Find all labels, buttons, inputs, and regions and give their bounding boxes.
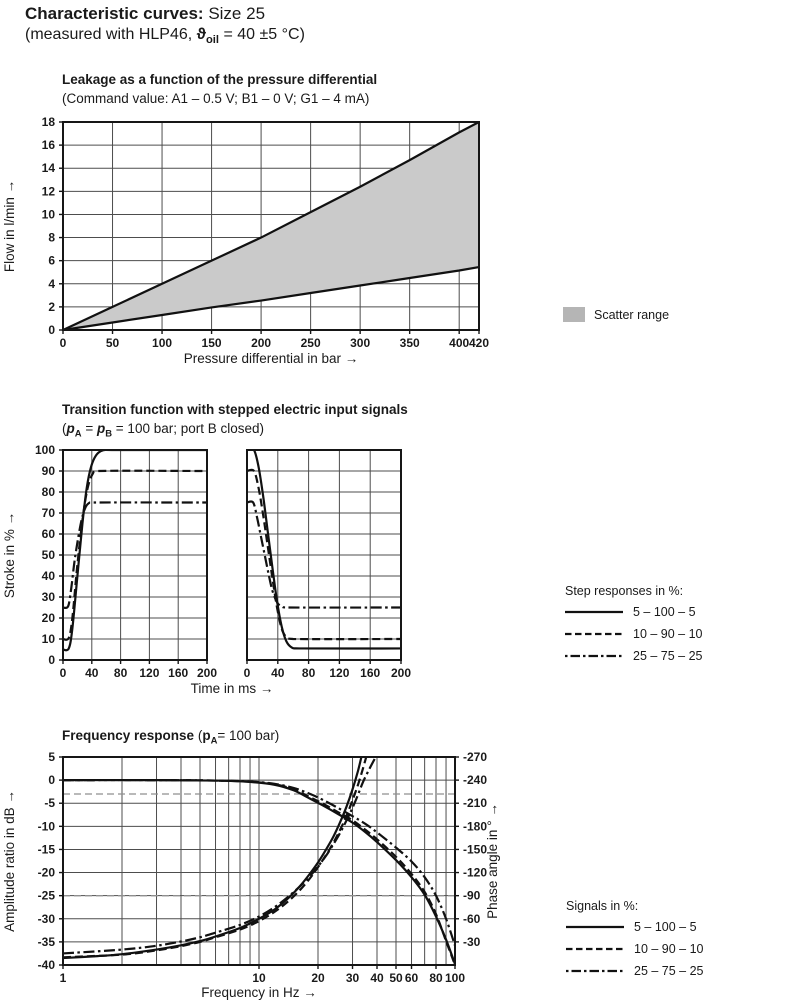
svg-text:14: 14 (41, 161, 55, 176)
legend-item-dashdot (566, 960, 704, 982)
svg-text:Flow in l/min →: Flow in l/min → (2, 179, 17, 273)
svg-text:200: 200 (390, 666, 412, 680)
svg-text:60: 60 (404, 971, 419, 985)
svg-text:0: 0 (48, 323, 55, 337)
equals-1: = (81, 421, 97, 436)
svg-text:100: 100 (152, 336, 173, 350)
svg-text:30: 30 (345, 971, 360, 985)
measured-suffix: = 40 ±5 °C) (219, 26, 305, 43)
svg-text:2: 2 (48, 299, 55, 314)
svg-text:80: 80 (429, 971, 443, 985)
p-symbol-b: p (96, 421, 106, 436)
freq-paren: ( (197, 728, 203, 743)
svg-text:-20: -20 (37, 865, 55, 880)
svg-text:50: 50 (105, 336, 120, 350)
svg-text:0: 0 (48, 653, 55, 667)
svg-text:200: 200 (196, 666, 218, 680)
page-title-bold: Characteristic curves: (25, 4, 204, 23)
svg-text:70: 70 (41, 506, 55, 520)
svg-text:16: 16 (41, 138, 55, 153)
scatter-range-swatch (563, 307, 585, 322)
legend-item-label: 25 – 75 – 25 (633, 649, 703, 663)
dashed-line-icon (566, 946, 624, 952)
svg-text:150: 150 (201, 336, 222, 350)
p-symbol: p (202, 728, 211, 743)
step-responses-legend (565, 584, 703, 667)
svg-text:0: 0 (243, 666, 251, 680)
page-title-line2 (25, 24, 305, 51)
svg-text:-60: -60 (463, 911, 481, 926)
transition-chart-subtitle (62, 421, 264, 440)
legend-item-dashed (566, 938, 704, 960)
svg-text:200: 200 (251, 336, 272, 350)
svg-text:6: 6 (48, 253, 55, 268)
curve-solid (247, 449, 401, 649)
legend-item-dashdot (565, 645, 703, 667)
svg-text:420: 420 (468, 336, 490, 350)
p-subscript-a: A (74, 428, 82, 440)
legend-item-dashed (565, 623, 703, 645)
svg-text:-90: -90 (463, 888, 481, 903)
theta-symbol: ϑ (196, 26, 206, 43)
svg-text:40: 40 (370, 971, 384, 985)
svg-text:160: 160 (168, 666, 189, 680)
measured-prefix: (measured with HLP46, (25, 26, 197, 43)
p-symbol-a: p (66, 421, 75, 436)
svg-text:-25: -25 (37, 888, 55, 903)
svg-text:Stroke in % →: Stroke in % → (2, 511, 17, 599)
svg-text:18: 18 (41, 115, 55, 129)
p-subscript: A (210, 735, 218, 747)
svg-text:350: 350 (399, 336, 420, 350)
curves-step-up (63, 450, 207, 650)
svg-text:20: 20 (41, 611, 55, 625)
svg-text:100: 100 (34, 443, 55, 457)
svg-text:40: 40 (271, 666, 285, 680)
dashdot-line-icon (566, 968, 624, 974)
svg-text:80: 80 (41, 485, 55, 499)
svg-text:120: 120 (139, 666, 160, 680)
solid-line-icon (566, 924, 624, 930)
svg-text:300: 300 (350, 336, 371, 350)
signals-legend-title: Signals in %: (566, 899, 639, 913)
curves-step-down (247, 449, 401, 649)
svg-text:30: 30 (41, 590, 55, 604)
frequency-chart-title (62, 728, 279, 747)
svg-text:0: 0 (59, 666, 67, 680)
svg-text:90: 90 (41, 464, 55, 478)
svg-text:80: 80 (113, 666, 128, 680)
solid-line-icon (565, 609, 623, 615)
svg-text:120: 120 (329, 666, 350, 680)
svg-text:-10: -10 (37, 819, 55, 834)
svg-text:-30: -30 (37, 911, 55, 926)
leakage-plot (0, 112, 540, 368)
svg-text:10: 10 (41, 632, 55, 646)
svg-text:-5: -5 (44, 796, 55, 811)
svg-text:0: 0 (48, 773, 55, 788)
svg-text:8: 8 (48, 230, 55, 245)
svg-text:5: 5 (48, 750, 55, 764)
svg-text:1: 1 (59, 971, 67, 985)
svg-text:10: 10 (252, 971, 266, 985)
svg-text:-180: -180 (463, 819, 488, 834)
sub-open: ( (62, 421, 67, 436)
svg-text:50: 50 (389, 971, 403, 985)
legend-item-solid (566, 916, 704, 938)
legend-item-label: 10 – 90 – 10 (633, 627, 703, 641)
svg-text:12: 12 (41, 184, 55, 199)
svg-text:0: 0 (59, 336, 67, 350)
svg-text:10: 10 (41, 207, 55, 222)
svg-text:60: 60 (41, 527, 55, 541)
phase-curve-solid (63, 755, 362, 958)
sub-rest: = 100 bar; port B closed) (112, 421, 265, 436)
svg-text:Time in ms →: Time in ms → (190, 681, 274, 696)
page-title (25, 3, 305, 51)
svg-text:100: 100 (444, 971, 466, 985)
legend-item-label: 5 – 100 – 5 (634, 920, 697, 934)
theta-subscript: oil (205, 34, 220, 47)
svg-text:160: 160 (360, 666, 381, 680)
svg-text:40: 40 (85, 666, 99, 680)
page-title-line1 (25, 3, 305, 24)
phase-curve-dashdot (63, 755, 377, 954)
svg-text:-40: -40 (37, 958, 55, 972)
svg-text:250: 250 (300, 336, 321, 350)
svg-text:-270: -270 (463, 750, 488, 764)
legend-item-label: 5 – 100 – 5 (633, 605, 696, 619)
step-responses-legend-title: Step responses in %: (565, 584, 684, 598)
leakage-chart-title: Leakage as a function of the pressure differential (62, 72, 378, 87)
svg-text:50: 50 (41, 548, 55, 562)
scatter-range-label: Scatter range (594, 307, 670, 322)
svg-text:-210: -210 (463, 796, 488, 811)
legend-item-label: 25 – 75 – 25 (634, 964, 704, 978)
freq-title-rest: = 100 bar) (217, 728, 280, 743)
dashed-line-icon (565, 631, 623, 637)
transition-grid-step-up (63, 450, 207, 660)
svg-text:-120: -120 (463, 865, 488, 880)
leakage-chart-subtitle: (Command value: A1 – 0.5 V; B1 – 0 V; G1 – 4 mA) (62, 91, 370, 106)
freq-title-bold: Frequency response (62, 728, 198, 743)
scatter-range-legend (563, 307, 669, 322)
svg-text:20: 20 (311, 971, 325, 985)
svg-text:Amplitude ratio in dB →: Amplitude ratio in dB → (2, 790, 17, 932)
svg-text:400: 400 (449, 336, 470, 350)
svg-text:-30: -30 (463, 934, 481, 949)
dashdot-line-icon (565, 653, 623, 659)
svg-text:-15: -15 (37, 842, 55, 857)
page-title-regular: Size 25 (203, 4, 266, 23)
svg-text:Pressure differential in bar →: Pressure differential in bar → (183, 351, 359, 366)
transition-plot (0, 440, 540, 698)
svg-text:Phase angle in ° →: Phase angle in ° → (485, 803, 500, 919)
legend-item-solid (565, 601, 703, 623)
svg-text:4: 4 (48, 276, 55, 291)
svg-text:40: 40 (41, 569, 55, 583)
svg-text:-150: -150 (463, 842, 488, 857)
curve-solid (63, 450, 207, 650)
legend-item-label: 10 – 90 – 10 (634, 942, 704, 956)
signals-legend (566, 899, 704, 982)
svg-text:Frequency in Hz →: Frequency in Hz → (201, 985, 317, 1000)
p-subscript-b: B (105, 428, 113, 440)
frequency-plot (0, 748, 540, 1000)
svg-text:80: 80 (301, 666, 316, 680)
svg-text:-240: -240 (463, 773, 488, 788)
transition-chart-title: Transition function with stepped electric input signals (62, 402, 408, 417)
svg-text:-35: -35 (37, 934, 55, 949)
